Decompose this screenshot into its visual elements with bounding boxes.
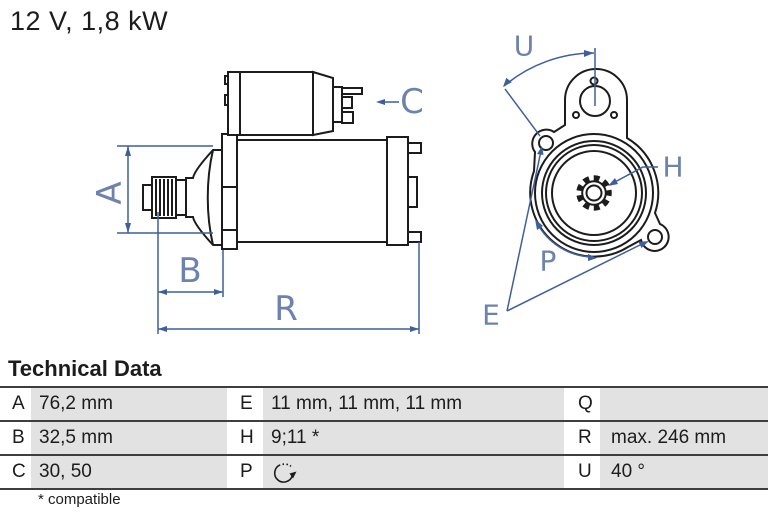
param-key: H: [227, 422, 263, 454]
label-p: P: [539, 244, 557, 278]
param-value: [600, 388, 768, 420]
param-key: Q: [564, 388, 600, 420]
label-a: A: [90, 181, 130, 205]
param-key: E: [227, 388, 263, 420]
table-row: [0, 386, 768, 420]
starter-side-view: [143, 72, 421, 249]
table-row: [0, 454, 768, 488]
label-h: H: [662, 150, 684, 184]
label-r: R: [274, 289, 298, 329]
param-key: C: [0, 456, 31, 488]
param-key: U: [564, 456, 600, 488]
label-u: U: [513, 29, 535, 63]
technical-data-table: [0, 386, 768, 490]
param-value: 32,5 mm: [31, 422, 227, 454]
param-value: 76,2 mm: [31, 388, 227, 420]
param-key: A: [0, 388, 31, 420]
param-key: R: [564, 422, 600, 454]
table-row: [0, 420, 768, 454]
page-title: 12 V, 1,8 kW: [10, 6, 169, 36]
param-key: B: [0, 422, 31, 454]
label-c: C: [400, 82, 424, 122]
param-value: 9;11 *: [263, 422, 564, 454]
dimension-c: [376, 82, 424, 122]
param-value: 11 mm, 11 mm, 11 mm: [263, 388, 564, 420]
param-key: P: [227, 456, 263, 488]
table-title: Technical Data: [8, 356, 162, 381]
rotation-direction-icon: [271, 459, 297, 485]
param-value: 40 °: [600, 456, 768, 488]
param-value: 30, 50: [31, 456, 227, 488]
label-b: B: [178, 251, 202, 291]
table-footnote: * compatible: [38, 491, 121, 508]
label-e: E: [482, 298, 500, 332]
starter-front-view: [530, 69, 668, 257]
param-value: [263, 456, 564, 488]
param-value: max. 246 mm: [600, 422, 768, 454]
